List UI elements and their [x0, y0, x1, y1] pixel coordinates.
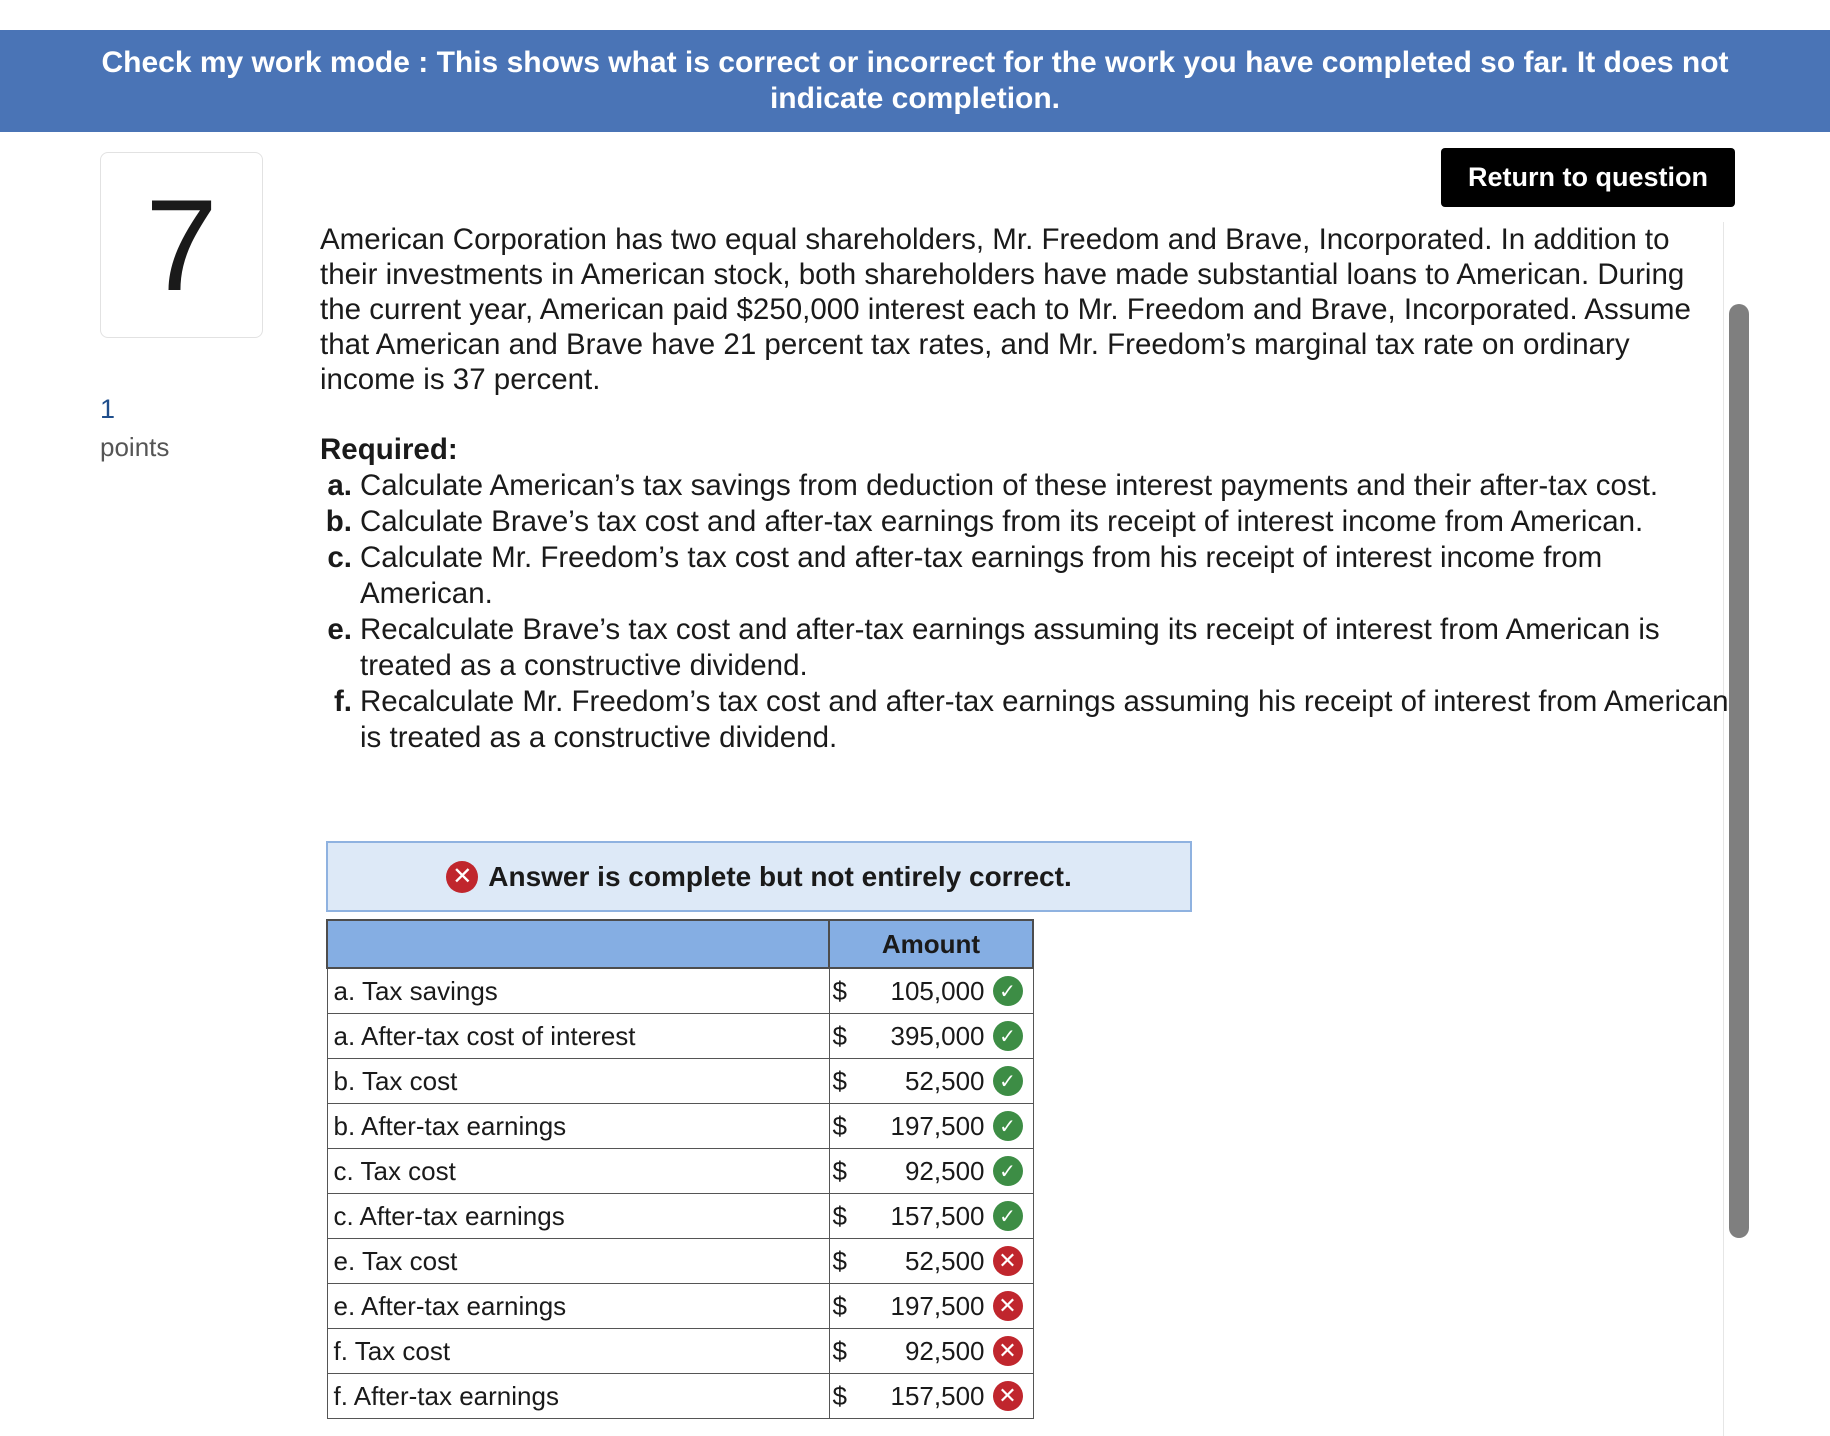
- points-value: 1: [100, 394, 116, 424]
- answer-row-label: e. Tax cost: [327, 1239, 829, 1284]
- answer-amount-value: 92,500: [904, 1155, 985, 1186]
- currency-symbol: $: [832, 1380, 847, 1411]
- answer-row-label: c. Tax cost: [327, 1149, 829, 1194]
- amount-wrapper: [830, 1059, 1033, 1103]
- answer-status: [993, 1336, 1033, 1366]
- answer-status: [993, 1111, 1033, 1141]
- answer-amount-cell: [829, 1014, 1033, 1059]
- alert-text: Answer is complete but not entirely correct.: [488, 860, 1072, 892]
- answer-row: [327, 1329, 1033, 1374]
- required-item-text: Recalculate Brave’s tax cost and after-tax earnings assuming its receipt of interest from American is treated as a constructive dividend.: [360, 613, 1660, 682]
- problem-text: American Corporation has two equal shareholders, Mr. Freedom and Brave, Incorporated. In addition to their investments in American stock, both shareholders have made substantial loans to American. During the current year, American paid $250,000 interest each to Mr. Freedom and Brave, Incorporated. Assume that American and Brave have 21 percent tax rates, and Mr. Freedom’s marginal tax rate on ordinary income is 37 percent.: [320, 223, 1691, 396]
- answer-amount-value: 157,500: [890, 1380, 985, 1411]
- answer-amount-value: 197,500: [890, 1110, 985, 1141]
- problem-statement: [320, 222, 1725, 397]
- amount-wrapper: [830, 1104, 1033, 1148]
- amount-wrapper: [830, 1284, 1033, 1328]
- answer-row-label: b. Tax cost: [327, 1059, 829, 1104]
- answer-amount-value: 197,500: [890, 1290, 985, 1321]
- answer-row: [327, 1194, 1033, 1239]
- answer-table: [326, 919, 1034, 1419]
- answer-status: [993, 976, 1033, 1006]
- answer-row-label: e. After-tax earnings: [327, 1284, 829, 1329]
- question-number-card: [100, 152, 263, 338]
- amount-wrapper: [830, 1194, 1033, 1238]
- amount-wrapper: [830, 1374, 1033, 1418]
- answer-status-alert: [326, 841, 1192, 912]
- currency-symbol: $: [832, 1245, 847, 1276]
- answer-row: [327, 1239, 1033, 1284]
- correct-check-icon: ✓: [993, 976, 1023, 1006]
- answer-amount-value: 105,000: [890, 975, 985, 1006]
- header-amount: Amount: [829, 920, 1033, 968]
- answer-row: [327, 1014, 1033, 1059]
- currency-symbol: $: [832, 975, 847, 1006]
- answer-amount-cell: [829, 1194, 1033, 1239]
- correct-check-icon: ✓: [993, 1111, 1023, 1141]
- answer-row: [327, 1104, 1033, 1149]
- answer-row: [327, 1374, 1033, 1419]
- correct-check-icon: ✓: [993, 1021, 1023, 1051]
- question-number: 7: [145, 172, 218, 318]
- currency-symbol: $: [832, 1020, 847, 1051]
- correct-check-icon: ✓: [993, 1201, 1023, 1231]
- answer-amount-cell: [829, 968, 1033, 1014]
- required-item: [320, 612, 1740, 684]
- answer-status: [993, 1246, 1033, 1276]
- answer-row: [327, 1284, 1033, 1329]
- correct-check-icon: ✓: [993, 1156, 1023, 1186]
- amount-wrapper: [830, 1329, 1033, 1373]
- required-item-text: Calculate Mr. Freedom’s tax cost and after-tax earnings from his receipt of interest income from American.: [360, 541, 1603, 610]
- answer-status: [993, 1291, 1033, 1321]
- answer-amount-value: 92,500: [904, 1335, 985, 1366]
- banner-text: Check my work mode : This shows what is correct or incorrect for the work you have completed so far. It does not indicate completion.: [101, 46, 1729, 115]
- amount-wrapper: [830, 1149, 1033, 1193]
- required-item: [320, 468, 1740, 504]
- answer-status: [993, 1201, 1033, 1231]
- required-item-letter: e.: [327, 613, 352, 646]
- answer-amount-cell: [829, 1329, 1033, 1374]
- answer-amount-cell: [829, 1059, 1033, 1104]
- incorrect-x-icon: ✕: [993, 1381, 1023, 1411]
- answer-amount-cell: [829, 1284, 1033, 1329]
- answer-status: [993, 1066, 1033, 1096]
- required-item-letter: c.: [327, 541, 352, 574]
- answer-table-header-row: [327, 920, 1033, 968]
- answer-amount-value: 52,500: [904, 1245, 985, 1276]
- required-item-letter: b.: [325, 505, 352, 538]
- required-section: [320, 432, 1740, 756]
- currency-symbol: $: [832, 1335, 847, 1366]
- incorrect-x-icon: ✕: [993, 1336, 1023, 1366]
- incorrect-x-icon: ✕: [993, 1291, 1023, 1321]
- return-to-question-button[interactable]: Return to question: [1441, 148, 1735, 207]
- answer-status: [993, 1156, 1033, 1186]
- answer-amount-value: 157,500: [890, 1200, 985, 1231]
- required-item-text: Calculate Brave’s tax cost and after-tax earnings from its receipt of interest income from American.: [360, 505, 1644, 538]
- amount-wrapper: [830, 969, 1033, 1013]
- correct-check-icon: ✓: [993, 1066, 1023, 1096]
- answer-table-body: [327, 968, 1033, 1419]
- answer-amount-value: 52,500: [904, 1065, 985, 1096]
- answer-row: [327, 968, 1033, 1014]
- answer-row: [327, 1059, 1033, 1104]
- answer-row-label: c. After-tax earnings: [327, 1194, 829, 1239]
- required-list: [320, 468, 1740, 756]
- answer-amount-cell: [829, 1104, 1033, 1149]
- question-content-pane: [320, 222, 1755, 1436]
- header-blank-cell: [327, 920, 829, 968]
- required-item-letter: a.: [327, 469, 352, 502]
- required-item-letter: f.: [333, 685, 352, 718]
- answer-amount-cell: [829, 1149, 1033, 1194]
- currency-symbol: $: [832, 1290, 847, 1321]
- currency-symbol: $: [832, 1200, 847, 1231]
- answer-row-label: a. After-tax cost of interest: [327, 1014, 829, 1059]
- currency-symbol: $: [832, 1155, 847, 1186]
- answer-row-label: b. After-tax earnings: [327, 1104, 829, 1149]
- answer-row: [327, 1149, 1033, 1194]
- check-my-work-banner: [0, 30, 1830, 132]
- required-item: [320, 504, 1740, 540]
- required-item-text: Calculate American’s tax savings from deduction of these interest payments and their after-tax cost.: [360, 469, 1659, 502]
- incorrect-x-icon: ✕: [446, 861, 478, 893]
- currency-symbol: $: [832, 1110, 847, 1141]
- answer-row-label: a. Tax savings: [327, 968, 829, 1014]
- answer-status: [993, 1021, 1033, 1051]
- points-label: points: [100, 432, 170, 462]
- answer-amount-value: 395,000: [890, 1020, 985, 1051]
- required-item: [320, 684, 1740, 756]
- required-item: [320, 540, 1740, 612]
- incorrect-x-icon: ✕: [993, 1246, 1023, 1276]
- required-item-text: Recalculate Mr. Freedom’s tax cost and after-tax earnings assuming his receipt of interest from American is treated as a constructive dividend.: [360, 685, 1729, 754]
- answer-status: [993, 1381, 1033, 1411]
- amount-wrapper: [830, 1239, 1033, 1283]
- currency-symbol: $: [832, 1065, 847, 1096]
- answer-amount-cell: [829, 1239, 1033, 1284]
- answer-amount-cell: [829, 1374, 1033, 1419]
- answer-row-label: f. Tax cost: [327, 1329, 829, 1374]
- required-title: Required:: [320, 433, 458, 466]
- answer-row-label: f. After-tax earnings: [327, 1374, 829, 1419]
- amount-wrapper: [830, 1014, 1033, 1058]
